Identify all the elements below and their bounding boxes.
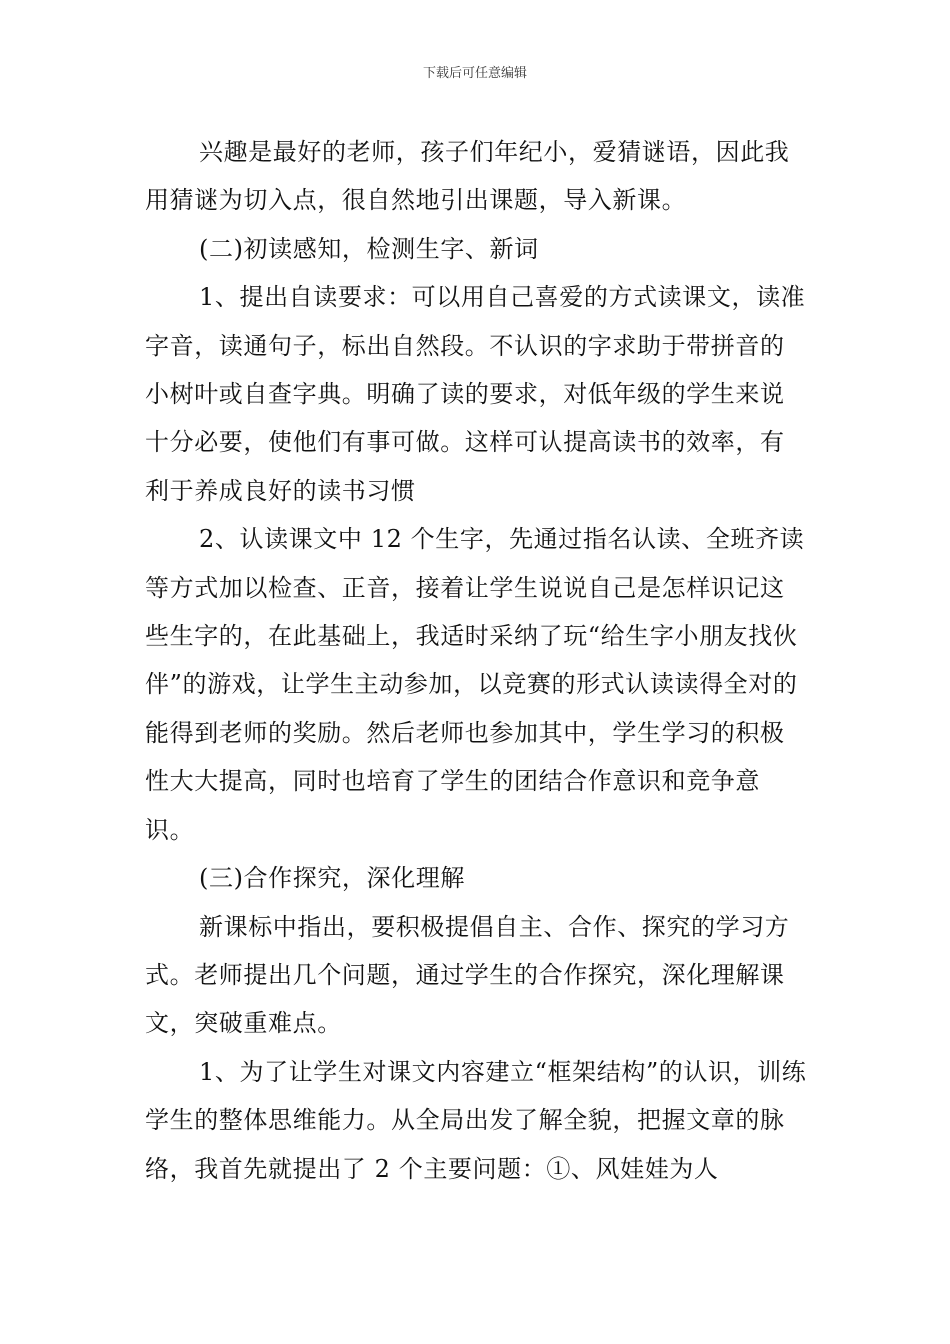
section-heading-3: (三)合作探究，深化理解 xyxy=(199,864,465,893)
paragraph-intro: 兴趣是最好的老师，孩子们年纪小，爱猜谜语，因此我用猜谜为切入点，很自然地引出课题，导入新课。 xyxy=(145,138,790,215)
paragraph-framework: 1、为了让学生对课文内容建立“框架结构”的认识，训练学生的整体思维能力。从全局出发了解全貌，把握文章的脉络，我首先就提出了 2 个主要问题：①、风娃娃为人 xyxy=(145,1057,807,1183)
page-header: 下载后可任意编辑 xyxy=(422,66,527,81)
paragraph-step-1: 1、提出自读要求：可以用自己喜爱的方式读课文，读准字音，读通句子，标出自然段。不认识的字求助于带拼音的小树叶或自查字典。明确了读的要求，对低年级的学生来说十分必要，使他们有事可做。这样可认提高读书的效率，有利于养成良好的读书习惯 xyxy=(145,283,806,505)
paragraph-curriculum: 新课标中指出，要积极提倡自主、合作、探究的学习方式。老师提出几个问题，通过学生的合作探究，深化理解课文，突破重难点。 xyxy=(145,912,790,1038)
document-body xyxy=(145,128,807,1193)
section-heading-2: (二)初读感知，检测生字、新词 xyxy=(199,234,539,263)
paragraph-step-2: 2、认读课文中 12 个生字，先通过指名认读、全班齐读等方式加以检查、正音，接着让学生说说自己是怎样识记这些生字的，在此基础上，我适时采纳了玩“给生字小朋友找伙伴”的游戏，让学生主动参加，以竞赛的形式认读读得全对的能得到老师的奖励。然后老师也参加其中，学生学习的积极性大大提高，同时也培育了学生的团结合作意识和竞争意识。 xyxy=(145,525,805,844)
